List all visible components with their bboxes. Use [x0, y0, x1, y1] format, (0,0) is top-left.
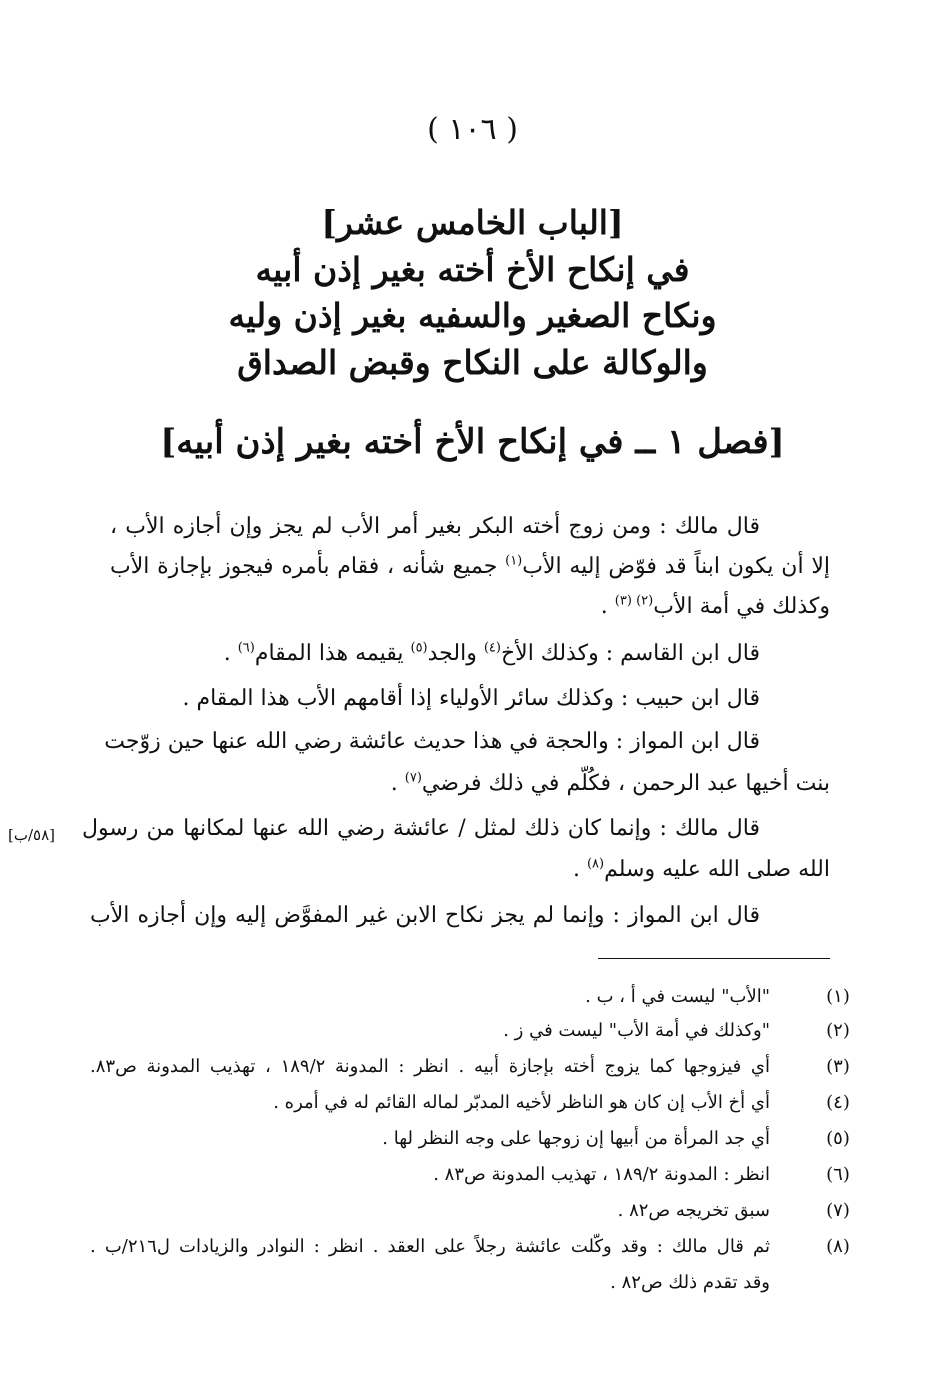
chapter-heading-line-2: في إنكاح الأخ أخته بغير إذن أبيه	[255, 250, 690, 289]
footnote-text: ثم قال مالك : وقد وكّلت عائشة رجلاً على العقد . انظر : النوادر والزيادات ل٢١٦/ب .	[90, 1236, 770, 1257]
footnote-ref: (٦)	[237, 640, 255, 656]
body-line: قال مالك : ومن زوج أخته البكر بغير أمر الأب لم يجز وإن أجازه الأب ،	[110, 514, 760, 539]
text-run: الله صلى الله عليه وسلم	[604, 857, 830, 882]
footnote	[70, 1196, 870, 1230]
footnote-continuation	[70, 1268, 870, 1302]
text-run: وكذلك في أمة الأب	[653, 594, 830, 619]
body-line	[110, 589, 830, 625]
body-line	[110, 636, 760, 672]
footnote	[70, 1232, 870, 1266]
footnote-number: (١)	[826, 986, 850, 1007]
chapter-heading-line-1: [الباب الخامس عشر]	[321, 203, 624, 242]
text-run: .	[390, 771, 405, 796]
footnote	[70, 1016, 870, 1050]
text-run: قال ابن القاسم : وكذلك الأخ	[500, 641, 760, 666]
footnote-text: أي جد المرأة من أبيها إن زوجها على وجه النظر لها .	[382, 1128, 770, 1149]
footnote	[70, 1052, 870, 1086]
footnote-ref: (٢)	[636, 593, 654, 609]
footnote-separator	[598, 958, 830, 959]
footnote-text: وقد تقدم ذلك ص٨٢ .	[610, 1272, 770, 1293]
footnote-ref: (٨)	[586, 856, 605, 872]
chapter-heading-line-4: والوكالة على النكاح وقبض الصداق	[237, 343, 708, 382]
footnote-ref: (٣)	[614, 593, 637, 609]
text-run: .	[223, 641, 238, 666]
chapter-heading-line-3: ونكاح الصغير والسفيه بغير إذن وليه	[228, 296, 717, 335]
body-line: قال ابن المواز : والحجة في هذا حديث عائشة رضي الله عنها حين زوّجت	[104, 729, 760, 754]
footnote-ref: (٥)	[410, 640, 428, 656]
text-run: .	[600, 594, 615, 619]
body-line	[110, 852, 830, 888]
body-line	[110, 766, 830, 802]
footnote	[70, 1160, 870, 1194]
footnote-ref: (١)	[505, 553, 523, 569]
footnote	[70, 982, 870, 1016]
footnote-number: (٢)	[826, 1020, 850, 1041]
footnote-number: (٨)	[826, 1236, 850, 1257]
footnote-number: (٧)	[826, 1200, 850, 1221]
footnote-ref: (٧)	[404, 770, 422, 786]
footnote-text: "وكذلك في أمة الأب" ليست في ز .	[503, 1020, 770, 1041]
section-title: [فصل ١ ــ في إنكاح الأخ أخته بغير إذن أبيه]	[160, 422, 785, 462]
footnote-text: "الأب" ليست في أ ، ب .	[585, 986, 770, 1007]
footnote-number: (٤)	[826, 1092, 850, 1113]
footnote-text: انظر : المدونة ١٨٩/٢ ، تهذيب المدونة ص٨٣ .	[433, 1164, 770, 1185]
footnote	[70, 1124, 870, 1158]
manuscript-folio-marker: [٥٨/ب]	[8, 826, 56, 844]
footnote-text: سبق تخريجه ص٨٢ .	[617, 1200, 770, 1221]
text-run: إلا أن يكون ابناً قد فوّض إليه الأب	[522, 554, 830, 579]
text-run: جميع شأنه ، فقام بأمره فيجوز بإجازة الأب	[110, 554, 506, 579]
text-run: والجد	[427, 641, 484, 666]
body-line	[110, 549, 830, 585]
body-line: قال ابن حبيب : وكذلك سائر الأولياء إذا أقامهم الأب هذا المقام .	[182, 686, 760, 711]
footnote-number: (٥)	[826, 1128, 850, 1149]
body-line: قال ابن المواز : وإنما لم يجز نكاح الابن غير المفوَّض إليه وإن أجازه الأب	[90, 903, 760, 928]
footnote	[70, 1088, 870, 1122]
page-number: ( ١٠٦ )	[427, 112, 518, 147]
footnote-ref: (٤)	[483, 640, 501, 656]
text-run: بنت أخيها عبد الرحمن ، فكُلّم في ذلك فرضي	[421, 771, 830, 796]
text-run: يقيمه هذا المقام	[254, 641, 411, 666]
footnote-number: (٦)	[826, 1164, 850, 1185]
footnote-text: أي فيزوجها كما يزوج أخته بإجازة أبيه . انظر : المدونة ١٨٩/٢ ، تهذيب المدونة ص٨٣.	[90, 1056, 771, 1077]
footnote-number: (٣)	[826, 1056, 850, 1077]
text-run: .	[572, 857, 587, 882]
body-line: قال مالك : وإنما كان ذلك لمثل / عائشة رضي الله عنها لمكانها من رسول	[82, 816, 760, 841]
footnote-text: أي أخ الأب إن كان هو الناظر لأخيه المدبّر لماله القائم له في أمره .	[273, 1092, 770, 1113]
